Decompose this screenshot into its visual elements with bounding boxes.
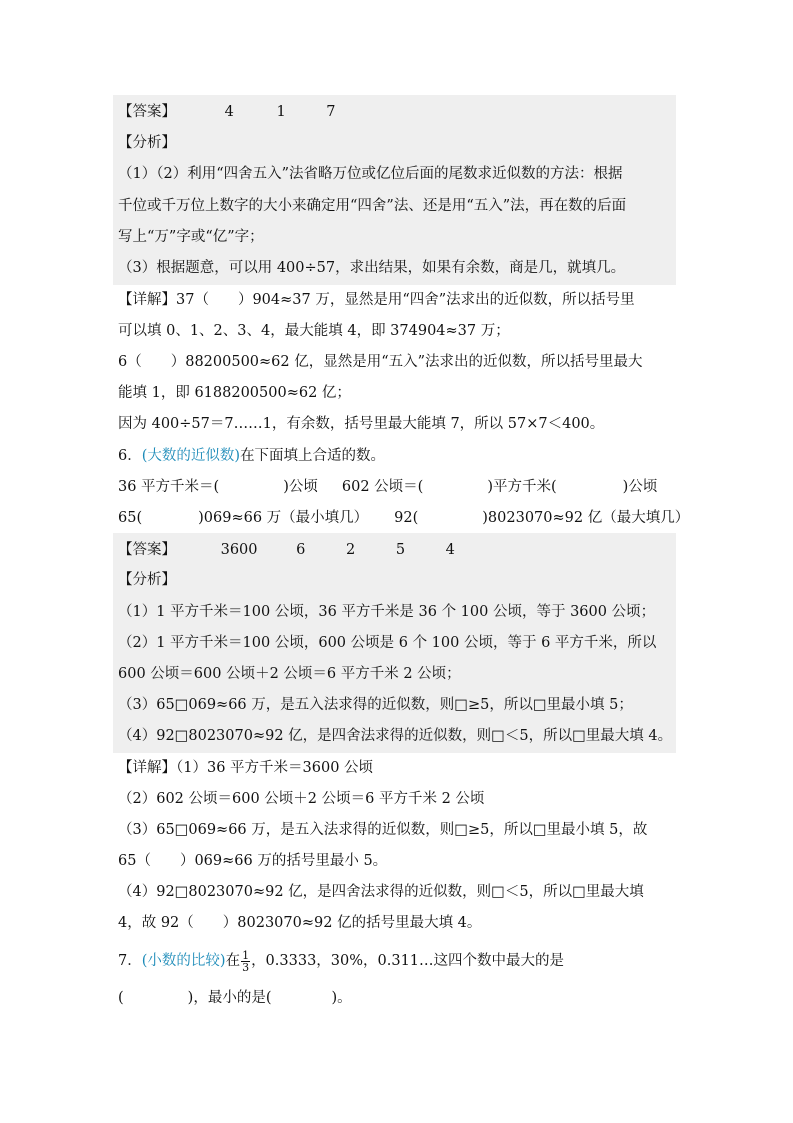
- answer-value: 2: [345, 542, 356, 558]
- question-pre: 在: [225, 953, 241, 969]
- row-text: 65(: [118, 510, 143, 526]
- row-text: (: [118, 990, 124, 1006]
- detail-text: 37（ ）904≈37 万，显然是用“四舍”法求出的近似数，所以括号里: [176, 292, 635, 308]
- q5-analysis-line: 千位或千万位上数字的大小来确定用“四舍”法、还是用“五入”法，再在数的后面: [118, 198, 627, 214]
- answer-value: 6: [296, 542, 306, 558]
- detail-label: 【详解】: [118, 760, 176, 776]
- q5-detail-first: [118, 285, 635, 315]
- row-text: 36 平方千米＝(: [118, 479, 220, 495]
- fraction-denominator: 3: [242, 960, 250, 974]
- q5-detail-line: 能填 1，即 6188200500≈62 亿；: [118, 385, 351, 401]
- q5-answer-line: [118, 97, 336, 127]
- question-number: 7．: [118, 953, 142, 969]
- q6-detail-line: 65（ ）069≈66 万的括号里最小 5。: [118, 853, 388, 869]
- question-number: 6．: [118, 448, 142, 464]
- answer-value: 4: [224, 104, 234, 120]
- answer-value: 7: [326, 104, 336, 120]
- q7-title: [118, 944, 564, 978]
- question-stem: ，0.3333，30%，0.311…这四个数中最大的是: [251, 953, 565, 969]
- q6-detail-line: （2）602 公顷＝600 公顷＋2 公顷＝6 平方千米 2 公顷: [118, 791, 485, 807]
- fraction-numerator: 1: [242, 948, 250, 962]
- detail-text: （1）36 平方千米＝3600 公顷: [176, 760, 374, 776]
- detail-label: 【详解】: [118, 292, 176, 308]
- q6-analysis-line: （1）1 平方千米＝100 公顷，36 平方千米是 36 个 100 公顷，等于 3600 公顷；: [118, 604, 656, 620]
- answer-label: 【答案】: [118, 542, 176, 558]
- q6-detail-line: （4）92□8023070≈92 亿，是四舍法求得的近似数，则□＜5，所以□里最大填: [118, 884, 644, 900]
- row-text: )公顷: [283, 479, 318, 495]
- row-text: )公顷: [622, 479, 658, 495]
- row-text: )平方千米(: [487, 479, 557, 495]
- q5-detail-line: 可以填 0、1、2、3、4，最大能填 4，即 374904≈37 万；: [118, 323, 510, 339]
- q5-analysis-label: 【分析】: [118, 135, 176, 151]
- q6-analysis-line: （2）1 平方千米＝100 公顷，600 公顷是 6 个 100 公顷，等于 6 平方千米，所以: [118, 635, 657, 651]
- topic-tag: (小数的比较): [141, 953, 226, 969]
- q6-analysis-line: 600 公顷＝600 公顷＋2 公顷＝6 平方千米 2 公顷；: [118, 666, 461, 682]
- answer-label: 【答案】: [118, 104, 176, 120]
- q6-analysis-line: （4）92□8023070≈92 亿，是四舍法求得的近似数，则□＜5，所以□里最大填 4。: [118, 728, 673, 744]
- q6-row2: [118, 503, 689, 533]
- q6-detail-first: [118, 753, 373, 783]
- q5-analysis-line: （3）根据题意，可以用 400÷57，求出结果，如果有余数，商是几，就填几。: [118, 260, 626, 276]
- row-text: 602 公顷＝(: [341, 479, 424, 495]
- q5-analysis-line: 写上“万”字或“亿”字；: [118, 229, 264, 245]
- q6-title: [118, 441, 385, 471]
- row-text: )069≈66 万（最小填几）: [198, 510, 369, 526]
- answer-value: 4: [445, 542, 455, 558]
- q5-detail-line: 6（ ）88200500≈62 亿，显然是用“五入”法求出的近似数，所以括号里最大: [118, 354, 643, 370]
- row-text: 92(: [394, 510, 419, 526]
- q6-answer-line: [118, 535, 455, 565]
- q5-detail-line: 因为 400÷57＝7……1，有余数，括号里最大能填 7，所以 57×7＜400。: [118, 416, 605, 432]
- answer-value: 5: [395, 542, 406, 558]
- q6-row1: [118, 472, 657, 502]
- topic-tag: (大数的近似数): [141, 448, 241, 464]
- question-stem: 在下面填上合适的数。: [240, 448, 386, 464]
- q6-analysis-label: 【分析】: [118, 572, 176, 588]
- q7-line2: [118, 983, 352, 1013]
- row-text: )，最小的是(: [187, 990, 272, 1006]
- q6-analysis-line: （3）65□069≈66 万，是五入法求得的近似数，则□≥5，所以□里最小填 5；: [118, 697, 633, 713]
- q6-detail-line: 4，故 92（ ）8023070≈92 亿的括号里最大填 4。: [118, 915, 482, 931]
- q5-analysis-line: （1）（2）利用“四舍五入”法省略万位或亿位后面的尾数求近似数的方法：根据: [118, 166, 623, 182]
- q6-detail-line: （3）65□069≈66 万，是五入法求得的近似数，则□≥5，所以□里最小填 5，故: [118, 822, 648, 838]
- row-text: )8023070≈92 亿（最大填几）: [482, 510, 690, 526]
- fraction-one-third: [241, 950, 250, 973]
- answer-value: 1: [276, 104, 286, 120]
- answer-value: 3600: [220, 542, 258, 558]
- row-text: )。: [331, 990, 352, 1006]
